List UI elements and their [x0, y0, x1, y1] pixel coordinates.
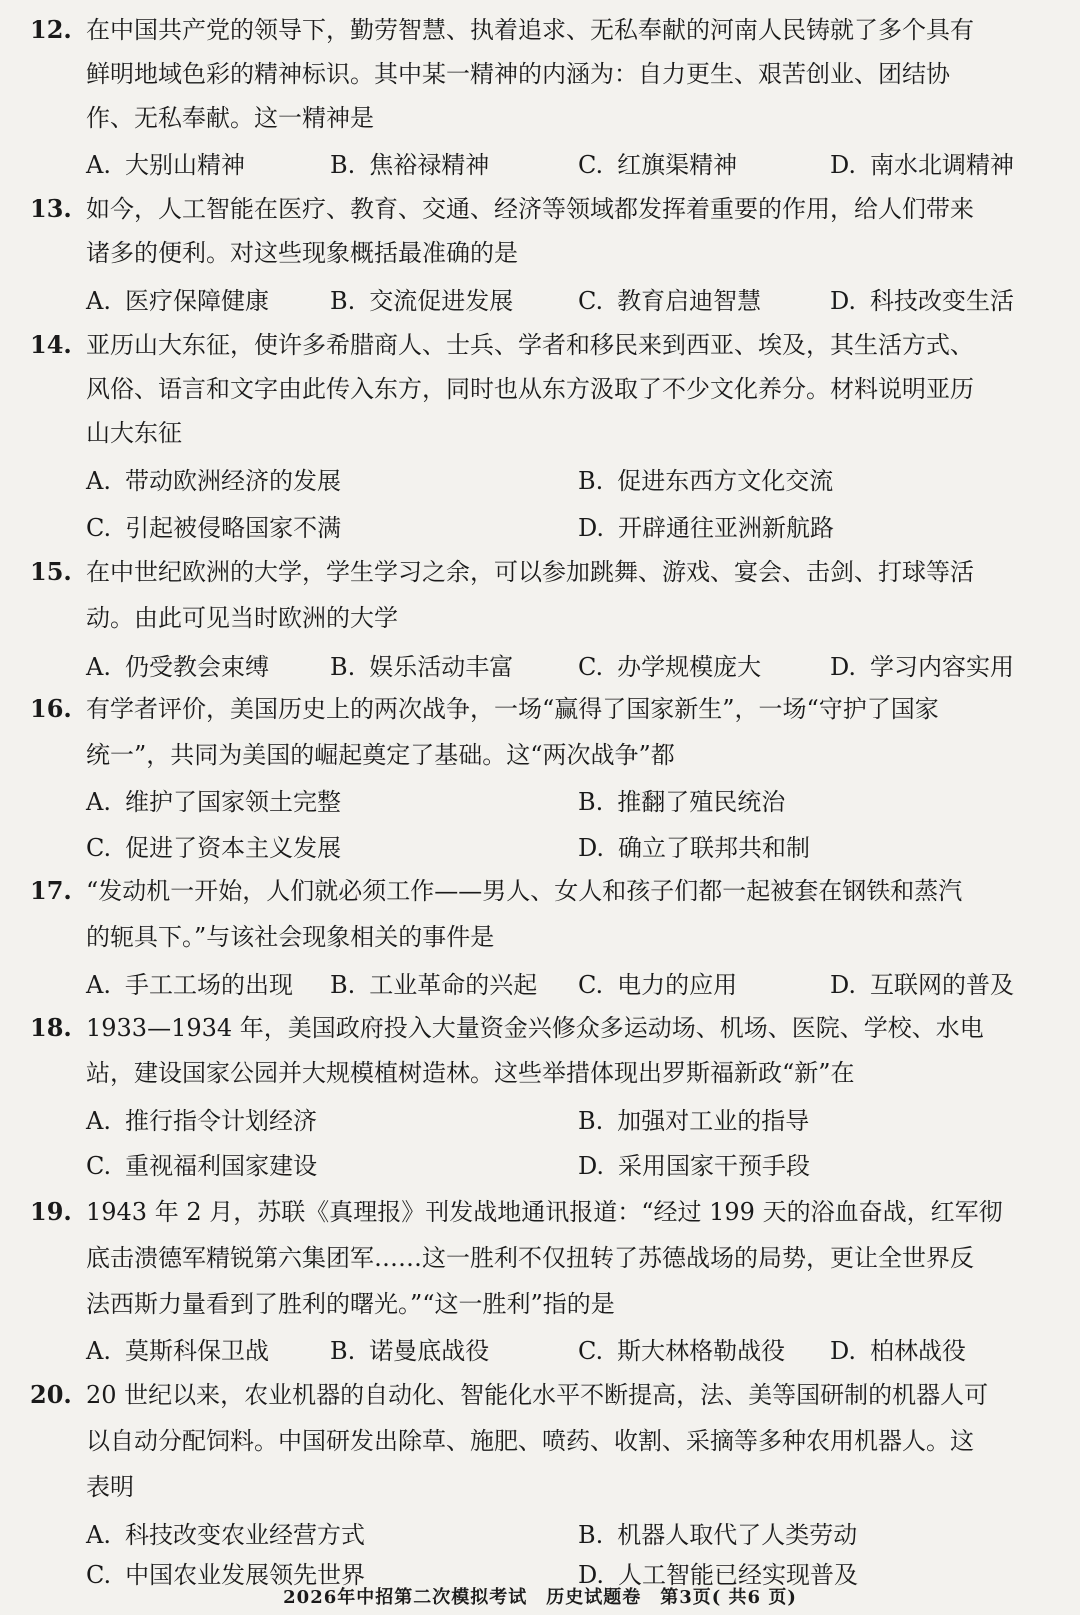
option-a: A. 手工工场的出现 — [86, 971, 293, 999]
option-b: B. 促进东西方文化交流 — [578, 467, 834, 495]
question-stem-line: 在中国共产党的领导下，勤劳智慧、执着追求、无私奉献的河南人民铸就了多个具有 — [86, 16, 974, 44]
option-a: A. 带动欧洲经济的发展 — [86, 467, 341, 495]
option-b: B. 交流促进发展 — [330, 287, 514, 315]
question-stem-line: 在中世纪欧洲的大学，学生学习之余，可以参加跳舞、游戏、宴会、击剑、打球等活 — [86, 558, 974, 586]
question-stem-line: 鲜明地域色彩的精神标识。其中某一精神的内涵为：自力更生、艰苦创业、团结协 — [86, 60, 950, 88]
question-number: 15. — [30, 557, 72, 586]
option-c: C. 教育启迪智慧 — [578, 287, 762, 315]
option-a: A. 仍受教会束缚 — [86, 653, 269, 681]
option-d: D. 科技改变生活 — [830, 287, 1015, 315]
question-number: 14. — [30, 330, 72, 359]
question-number: 13. — [30, 194, 72, 223]
option-c: C. 斯大林格勒战役 — [578, 1337, 786, 1365]
option-c: C. 重视福利国家建设 — [86, 1152, 318, 1180]
question-stem-line: 山大东征 — [86, 419, 182, 447]
option-c: C. 促进了资本主义发展 — [86, 834, 342, 862]
question-stem-line: 动。由此可见当时欧洲的大学 — [86, 604, 398, 632]
question-stem-line: 统一”，共同为美国的崛起奠定了基础。这“两次战争”都 — [86, 741, 675, 769]
question-stem-line: 法西斯力量看到了胜利的曙光。”“这一胜利”指的是 — [86, 1290, 615, 1318]
question-stem-line: 站，建设国家公园并大规模植树造林。这些举措体现出罗斯福新政“新”在 — [86, 1059, 855, 1087]
question-stem-line: 以自动分配饲料。中国研发出除草、施肥、喷药、收割、采摘等多种农用机器人。这 — [86, 1427, 974, 1455]
option-a: A. 莫斯科保卫战 — [86, 1337, 269, 1365]
question-number: 17. — [30, 876, 72, 905]
question-number: 19. — [30, 1197, 72, 1226]
question-stem-line: 1943 年 2 月，苏联《真理报》刊发战地通讯报道：“经过 199 天的浴血奋战，红军彻 — [86, 1198, 1003, 1226]
question-stem-line: “发动机一开始，人们就必须工作——男人、女人和孩子们都一起被套在钢铁和蒸汽 — [86, 877, 963, 905]
option-a: A. 维护了国家领土完整 — [86, 788, 341, 816]
question-stem-line: 诸多的便利。对这些现象概括最准确的是 — [86, 239, 518, 267]
option-a: A. 推行指令计划经济 — [86, 1107, 317, 1135]
question-stem-line: 风俗、语言和文字由此传入东方，同时也从东方汲取了不少文化养分。材料说明亚历 — [86, 375, 974, 403]
page-footer: 2026年中招第二次模拟考试 历史试题卷 第3页( 共6 页) — [283, 1587, 797, 1608]
question-stem-line: 的轭具下。”与该社会现象相关的事件是 — [86, 923, 495, 951]
question-stem-line: 表明 — [86, 1473, 134, 1501]
option-c: C. 引起被侵略国家不满 — [86, 514, 342, 542]
option-a: A. 大别山精神 — [86, 151, 245, 179]
question-stem-line: 20 世纪以来，农业机器的自动化、智能化水平不断提高，法、美等国研制的机器人可 — [86, 1381, 989, 1409]
option-d: D. 采用国家干预手段 — [578, 1152, 811, 1180]
question-stem-line: 如今，人工智能在医疗、教育、交通、经济等领域都发挥着重要的作用，给人们带来 — [86, 195, 974, 223]
option-b: B. 娱乐活动丰富 — [330, 653, 514, 681]
option-d: D. 确立了联邦共和制 — [578, 834, 811, 862]
option-d: D. 开辟通往亚洲新航路 — [578, 514, 835, 542]
option-b: B. 焦裕禄精神 — [330, 151, 490, 179]
question-stem-line: 1933—1934 年，美国政府投入大量资金兴修众多运动场、机场、医院、学校、水电 — [86, 1014, 984, 1042]
question-stem-line: 亚历山大东征，使许多希腊商人、士兵、学者和移民来到西亚、埃及，其生活方式、 — [86, 331, 974, 359]
option-c: C. 红旗渠精神 — [578, 151, 738, 179]
question-stem-line: 底击溃德军精锐第六集团军……这一胜利不仅扭转了苏德战场的局势，更让全世界反 — [86, 1244, 974, 1272]
option-d: D. 人工智能已经实现普及 — [578, 1561, 859, 1589]
option-a: A. 科技改变农业经营方式 — [86, 1521, 365, 1549]
option-d: D. 学习内容实用 — [830, 653, 1015, 681]
option-b: B. 工业革命的兴起 — [330, 971, 538, 999]
option-c: C. 办学规模庞大 — [578, 653, 762, 681]
option-a: A. 医疗保障健康 — [86, 287, 269, 315]
question-number: 16. — [30, 694, 72, 723]
option-d: D. 南水北调精神 — [830, 151, 1015, 179]
question-number: 20. — [30, 1380, 72, 1409]
question-stem-line: 有学者评价，美国历史上的两次战争，一场“赢得了国家新生”，一场“守护了国家 — [86, 695, 939, 723]
option-b: B. 诺曼底战役 — [330, 1337, 490, 1365]
question-number: 12. — [30, 15, 72, 44]
option-b: B. 加强对工业的指导 — [578, 1107, 810, 1135]
question-number: 18. — [30, 1013, 72, 1042]
question-stem-line: 作、无私奉献。这一精神是 — [86, 104, 374, 132]
option-b: B. 推翻了殖民统治 — [578, 788, 786, 816]
option-b: B. 机器人取代了人类劳动 — [578, 1521, 858, 1549]
option-d: D. 互联网的普及 — [830, 971, 1015, 999]
option-d: D. 柏林战役 — [830, 1337, 967, 1365]
option-c: C. 电力的应用 — [578, 971, 738, 999]
option-c: C. 中国农业发展领先世界 — [86, 1561, 366, 1589]
